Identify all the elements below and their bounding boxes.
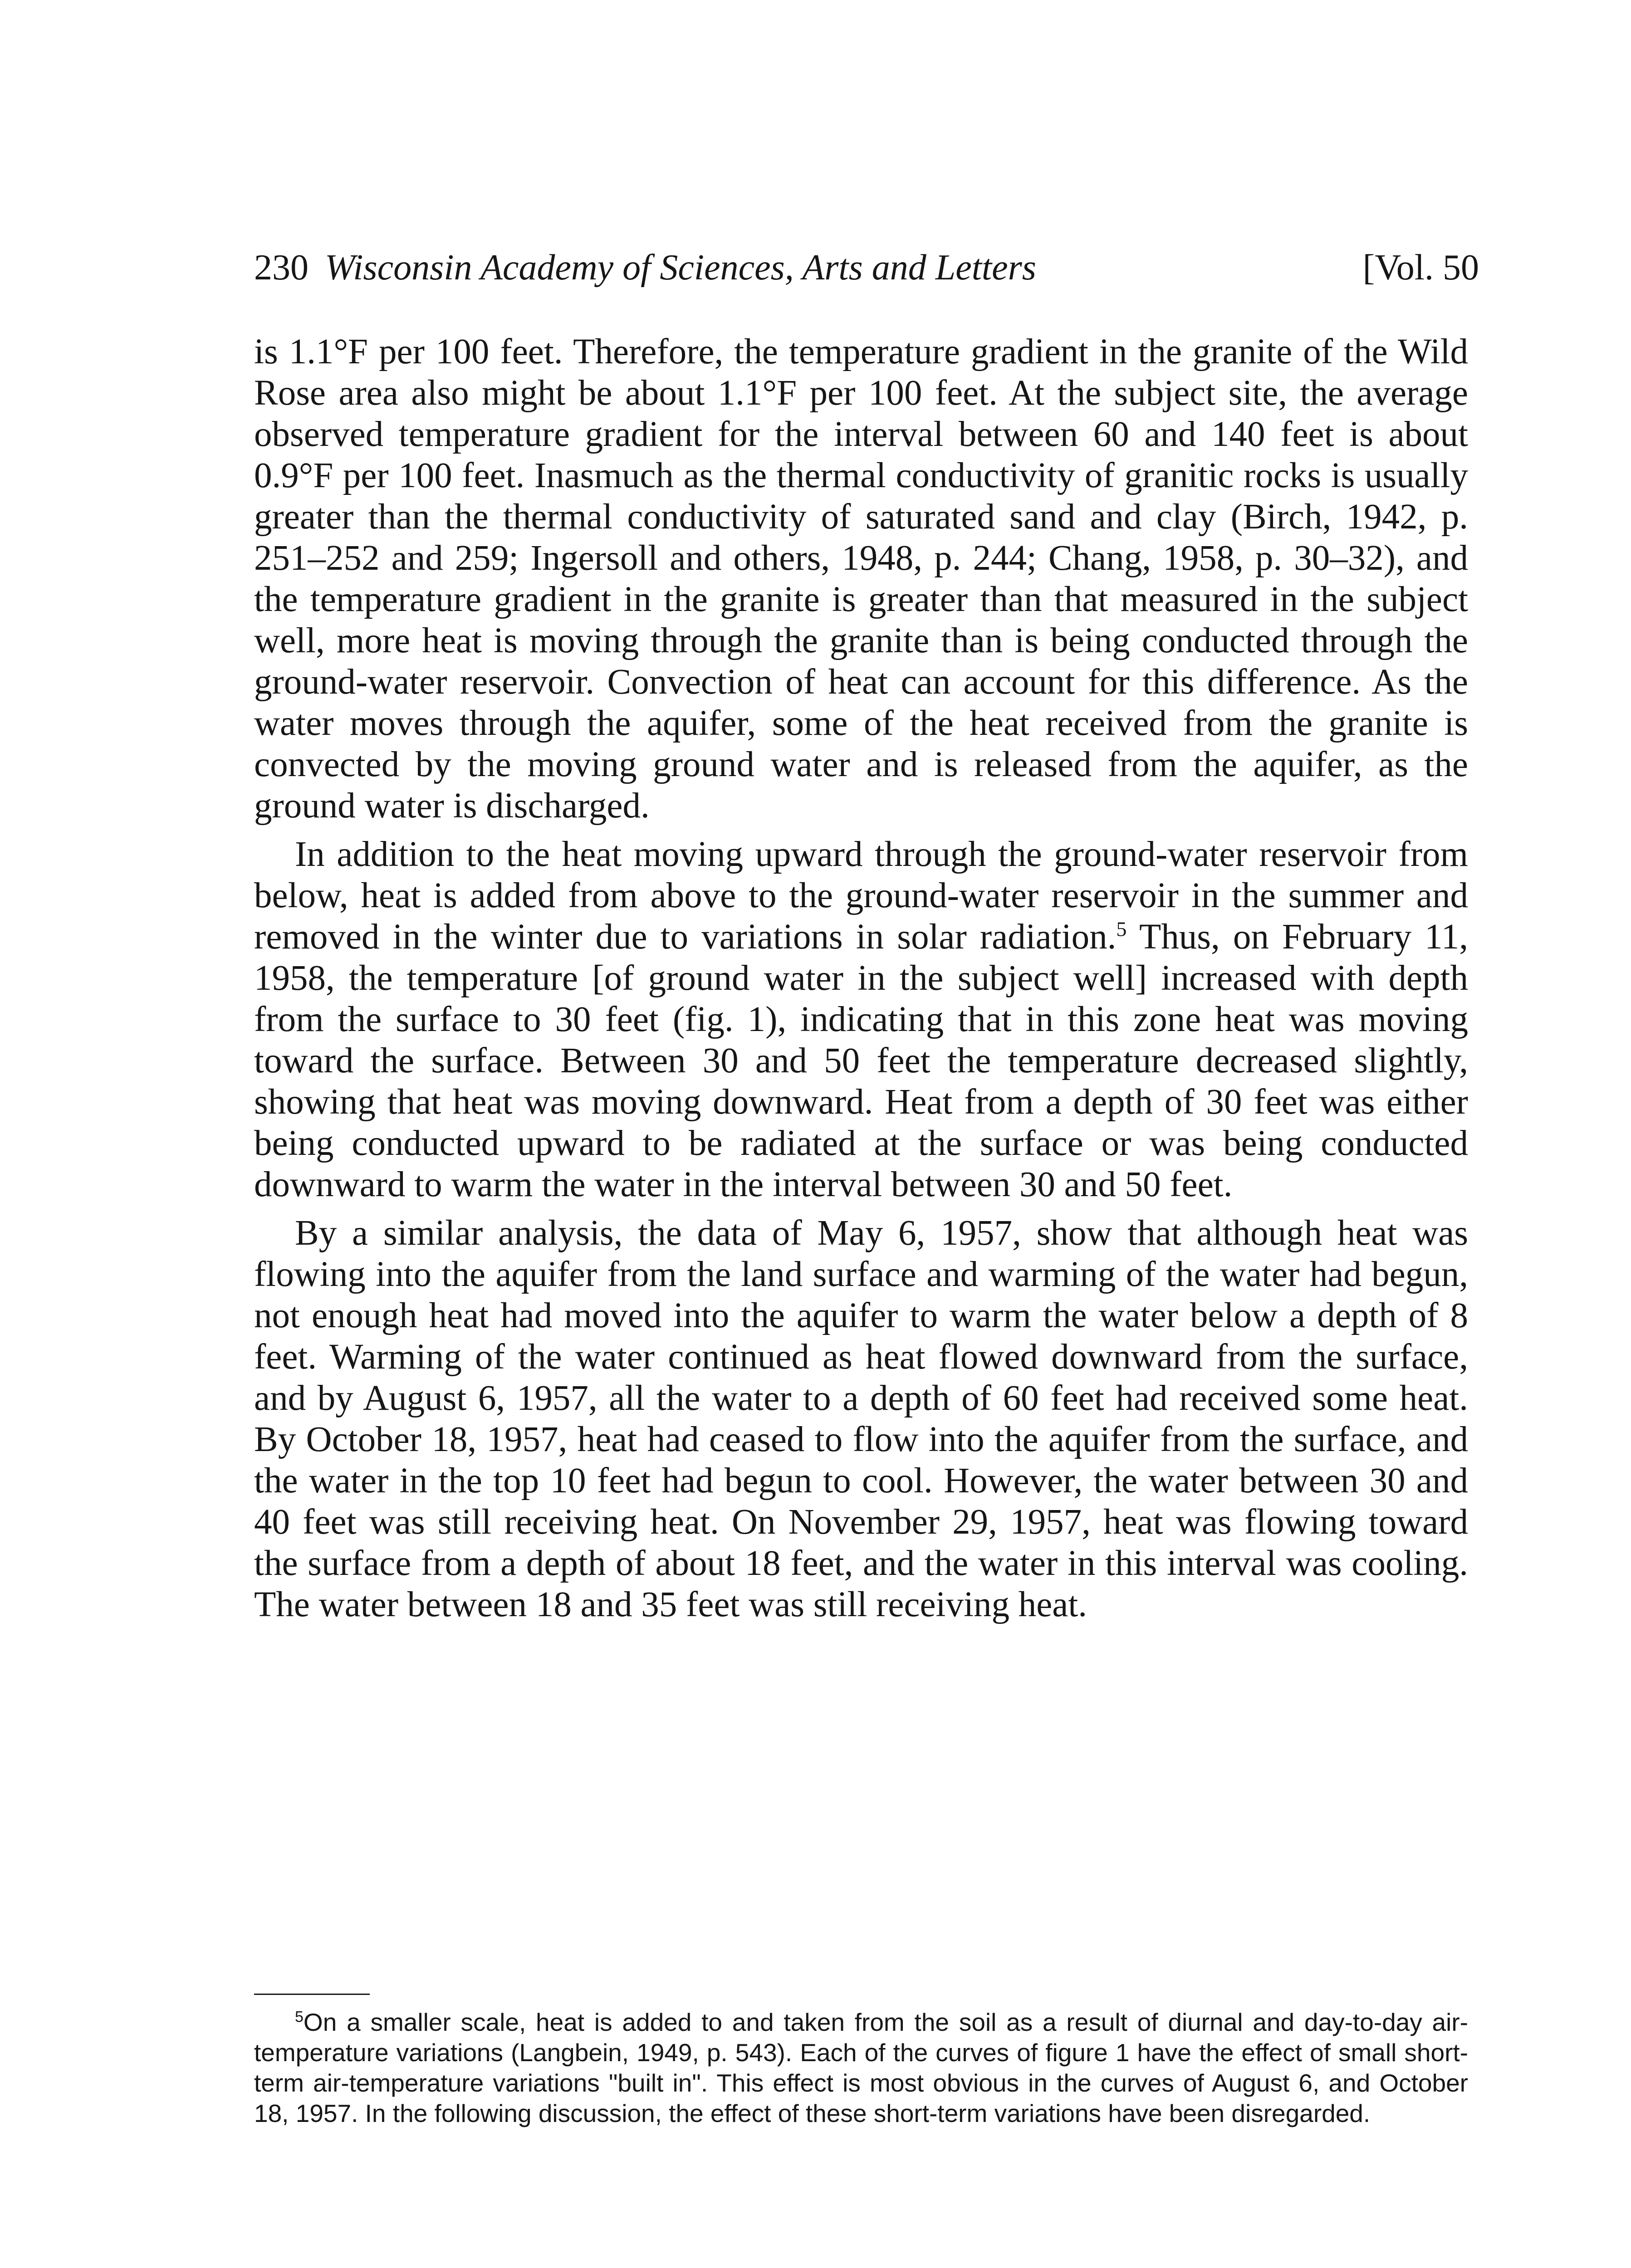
running-header	[254, 245, 1479, 290]
paragraph-3: By a similar analysis, the data of May 6, 1957, show that although heat was flowing into the aquifer from the land surface and warming of the water had begun, not enough heat had moved into the aquifer to warm the water below a depth of 8 feet. Warming of the water continued as heat flowed downward from the surface, and by August 6, 1957, all the water to a depth of 60 feet had received some heat. By October 18, 1957, heat had ceased to flow into the aquifer from the surface, and the water in the top 10 feet had begun to cool. However, the water between 30 and 40 feet was still receiving heat. On November 29, 1957, heat was flowing toward the surface from a depth of about 18 feet, and the water in this interval was cooling. The water between 18 and 35 feet was still receiving heat.	[254, 1213, 1468, 1624]
body-text	[254, 331, 1468, 1625]
footnote-divider	[254, 1994, 370, 1995]
footnote	[254, 2007, 1468, 2129]
paragraph-1: is 1.1°F per 100 feet. Therefore, the temperature gradient in the granite of the Wild Rose area also might be about 1.1°F per 100 feet. At the subject site, the average observed temperature gradient for the interval between 60 and 140 feet is about 0.9°F per 100 feet. Inasmuch as the thermal conductivity of granitic rocks is usually greater than the thermal conductivity of saturated sand and clay (Birch, 1942, p. 251–252 and 259; Ingersoll and others, 1948, p. 244; Chang, 1958, p. 30–32), and the temperature gradient in the granite is greater than that measured in the subject well, more heat is moving through the granite than is being conducted through the ground-water reservoir. Convection of heat can account for this difference. As the water moves through the aquifer, some of the heat received from the granite is convected by the moving ground water and is released from the aquifer, as the ground water is discharged.	[254, 332, 1468, 826]
paragraph-2-part-2: Thus, on February 11, 1958, the temperature [of ground water in the subject well] increased with depth from the surface to 30 feet (fig. 1), indicating that in this zone heat was moving toward the surface. Between 30 and 50 feet the temperature decreased slightly, showing that heat was moving downward. Heat from a depth of 30 feet was either being conducted upward to be radiated at the surface or was being conducted downward to warm the water in the interval between 30 and 50 feet.	[254, 917, 1468, 1204]
paragraph-2-part-1: In addition to the heat moving upward through the ground-water reservoir from below, heat is added from above to the ground-water reservoir in the summer and removed in the winter due to variations in solar radiation.	[254, 835, 1468, 957]
volume-label: [Vol. 50	[1362, 248, 1479, 288]
page-number: 230	[254, 248, 309, 288]
footnote-marker: 5	[295, 2008, 304, 2026]
footnote-reference: 5	[1116, 917, 1127, 941]
paragraph-2	[254, 834, 1468, 1205]
footnote-text: On a smaller scale, heat is added to and taken from the soil as a result of diurnal and day-to-day air-temperature variations (Langbein, 1949, p. 543). Each of the curves of figure 1 have the effect of small short-term air-temperature variations "built in". This effect is most obvious in the curves of August 6, and October 18, 1957. In the following discussion, the effect of these short-term variations have been disregarded.	[254, 2008, 1468, 2127]
journal-title: Wisconsin Academy of Sciences, Arts and Letters	[325, 248, 1036, 288]
